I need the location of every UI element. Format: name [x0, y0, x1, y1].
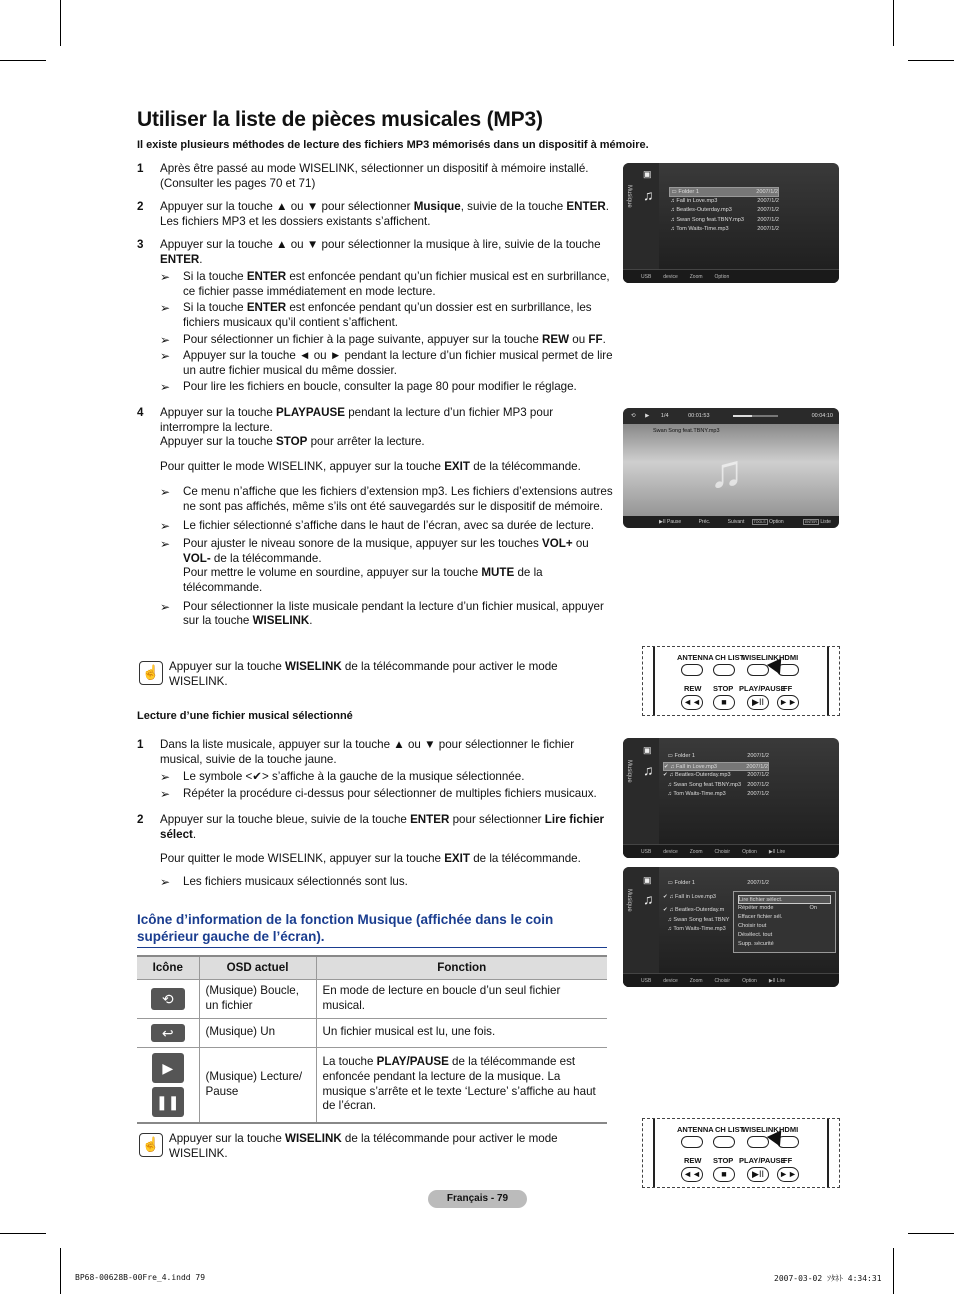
crop-mark — [908, 1233, 954, 1234]
note: ➢ Le fichier sélectionné s’affiche dans le haut de l’écran, avec sa durée de lecture. — [160, 518, 594, 533]
hand-icon: ☝ — [139, 1133, 163, 1157]
option-popup-menu — [733, 891, 836, 953]
list-item[interactable]: ♫ Swan Song feat.TBNY.mp3 2007/1/2 — [669, 216, 779, 223]
list-item[interactable]: ♫ Tom Waits-Time.mp3 2007/1/2 — [669, 226, 779, 232]
list-item[interactable]: ▭ Folder 1 2007/1/2 — [663, 753, 769, 759]
folder-icon: ▣ — [643, 745, 652, 755]
step-4: 4 Appuyer sur la touche PLAYPAUSE pendant la lecture d’un fichier MP3 pour interrompre la lecture. Appuyer sur la touche STOP pour arrêter la lecture. Pour quitter le mode WISELINK, appuyer sur la touche EXIT de la télécommande. ➢ Ce menu n’affiche que les fichiers d’extension mp3. Les fichiers d’extensions autres ne sont pas affichés, même s’ils ont été sauvegardés sur le dispositif de mémoire. ➢ Le fichier sélectionné s’affiche dans le haut de l’écran, avec sa durée de lecture. ➢ Pour ajuster le niveau sonore de la musique, appuyer sur les touches VOL+ ou VOL- de la télécommande. Pour mettre le volume en sourdine, appuyer sur la touche MUTE de la télécommande. ➢ Pour sélectionner la liste musicale pendant la lecture d’un fichier musical, appuyer sur la touche WISELINK. — [137, 406, 615, 629]
table-header: Icône — [137, 956, 199, 979]
menu-item[interactable]: Désélect. tout — [738, 932, 773, 938]
section-heading-icons: Icône d’information de la fonction Musique (affichée dans le coin supérieur gauche de l’écran). — [137, 911, 607, 948]
note: ➢ Pour sélectionner un fichier à la page suivante, appuyer sur la touche REW ou FF. — [160, 332, 606, 347]
list-item[interactable]: ♫ Tom Waits-Time.mp3 — [663, 926, 726, 932]
folder-icon: ▣ — [643, 875, 652, 885]
menu-item[interactable]: Choisir tout — [738, 923, 767, 929]
ff-button[interactable]: ►► — [777, 695, 799, 710]
repeat-one-icon: ⟲ — [151, 988, 185, 1010]
crop-mark — [60, 1248, 61, 1294]
crop-mark — [0, 60, 46, 61]
list-item[interactable]: ✔ ♫ Fall in Love.mp3 2007/1/2 — [664, 763, 768, 770]
music-note-icon: ♫ — [643, 891, 654, 907]
wiselink-note: Appuyer sur la touche WISELINK de la télécommande pour activer le mode WISELINK. — [169, 1132, 558, 1160]
screen-footer: USB device Zoom Choisir Option ▶II Lire — [623, 973, 839, 987]
note: ➢ Ce menu n’affiche que les fichiers d’extension mp3. Les fichiers d’extensions autres ne sont pas affichés, même s’ils ont été sauvegardés sur le dispositif de mémoire. — [160, 485, 613, 513]
rew-button[interactable]: ◄◄ — [681, 1167, 703, 1182]
note: ➢ Le symbole <✔> s’affiche à la gauche de la musique sélectionnée. — [160, 770, 525, 785]
crop-mark — [893, 0, 894, 46]
rew-button[interactable]: ◄◄ — [681, 695, 703, 710]
s2-step-1: 1 Dans la liste musicale, appuyer sur la touche ▲ ou ▼ pour sélectionner le fichier musical, suivie de la touche jaune. ➢ Le symbole <✔> s’affiche à la gauche de la musique sélectionnée. ➢ Répéter la procédure ci-dessus pour sélectionner de multiples fichiers musicaux. — [137, 738, 615, 801]
music-note-watermark-icon: ♫ — [709, 445, 744, 497]
music-note-icon: ♫ — [643, 762, 654, 778]
remote-control-illustration: ANTENNA CH LIST WISELINK HDMI REW STOP PLAY/PAUSE FF ◄◄ ■ ▶II ►► — [642, 646, 840, 716]
play-icon: ▶ — [152, 1053, 184, 1083]
step-2: 2 Appuyer sur la touche ▲ ou ▼ pour sélectionner Musique, suivie de la touche ENTER. Les fichiers MP3 et les dossiers existants s’affichent. — [137, 200, 609, 228]
list-item[interactable]: ♫ Fall in Love.mp3 2007/1/2 — [669, 197, 779, 204]
note: ➢ Pour lire les fichiers en boucle, consulter la page 80 pour modifier le réglage. — [160, 380, 577, 395]
crop-mark — [893, 1248, 894, 1294]
note: ➢ Pour sélectionner la liste musicale pendant la lecture d’un fichier musical, appuyer sur la touche WISELINK. — [160, 599, 604, 628]
note: ➢ Si la touche ENTER est enfoncée pendant qu’un fichier musical est en surbrillance, ce fichier passe immédiatement en mode lecture. — [160, 270, 610, 298]
tv-screen-music-select: Musique ▣ ♫ ▭ Folder 1 2007/1/2 ✔ ♫ Fall in Love.mp3 2007/1/2 ✔ ♫ Beatles-Outerday.mp3 2007/1/2 ♫ Swan Song feat.TBNY.mp3 2007/1/2 ♫ Tom Waits-Time.mp3 2007/1/2 USB device Zoom Choisir Option ▶II Lire — [623, 738, 839, 858]
section-heading: Lecture d’une fichier musical sélectionné — [137, 710, 353, 722]
stop-button[interactable]: ■ — [713, 695, 735, 710]
wiselink-note: Appuyer sur la touche WISELINK de la télécommande pour activer le mode WISELINK. — [169, 660, 558, 688]
list-item[interactable]: ♫ Beatles-Outerday.mp3 2007/1/2 — [669, 207, 779, 213]
step-1: 1 Après être passé au mode WISELINK, sélectionner un dispositif à mémoire installé. (Consulter les pages 70 et 71) — [137, 162, 589, 190]
function-table — [137, 955, 607, 1124]
list-item[interactable]: ♫ Tom Waits-Time.mp3 2007/1/2 — [663, 791, 769, 797]
list-item[interactable]: ✔ ♫ Beatles-Outerday.m — [663, 907, 725, 913]
note: ➢ Répéter la procédure ci-dessus pour sélectionner de multiples fichiers musicaux. — [160, 786, 597, 801]
menu-item[interactable]: Répéter mode On — [738, 905, 817, 911]
list-item[interactable]: ▭ Folder 1 2007/1/2 — [663, 880, 769, 886]
tv-screen-music-list: Musique ▣ ♫ ▭ Folder 1 2007/1/2 ♫ Fall in Love.mp3 2007/1/2 ♫ Beatles-Outerday.mp3 2007/1/2 ♫ Swan Song feat.TBNY.mp3 2007/1/2 ♫ Tom Waits-Time.mp3 2007/1/2 USB device Zoom Option — [623, 163, 839, 283]
file-footer: BP68-00628B-00Fre_4.indd 79 — [75, 1273, 206, 1282]
menu-item[interactable]: Lire fichier sélect. — [738, 895, 831, 904]
ff-button[interactable]: ►► — [777, 1167, 799, 1182]
play-pause-button[interactable]: ▶II — [747, 695, 769, 710]
screen-footer: USB device Zoom Choisir Option ▶II Lire — [623, 844, 839, 858]
note: ➢ Pour ajuster le niveau sonore de la musique, appuyer sur les touches VOL+ ou VOL- de la télécommande. Pour mettre le volume en sourdine, appuyer sur la touche MUTE de la télécommande. — [160, 537, 589, 594]
remote-control-illustration: ANTENNA CH LIST WISELINK HDMI REW STOP PLAY/PAUSE FF ◄◄ ■ ▶II ►► — [642, 1118, 840, 1188]
hand-icon: ☝ — [139, 661, 163, 685]
list-item[interactable]: ▭ Folder 1 2007/1/2 — [670, 189, 778, 195]
crop-mark — [908, 60, 954, 61]
list-item[interactable]: ✔ ♫ Fall in Love.mp3 — [663, 893, 717, 900]
date-footer: 2007-03-02 ｿﾀﾈﾄ 4:34:31 — [774, 1274, 882, 1283]
music-note-icon: ♫ — [643, 187, 654, 203]
step-3: 3 Appuyer sur la touche ▲ ou ▼ pour sélectionner la musique à lire, suivie de la touche ENTER. ➢ Si la touche ENTER est enfoncée pendant qu’un fichier musical est en surbrillance, ce fichier passe immédiatement en mode lecture. ➢ Si la touche ENTER est enfoncée pendant qu’un dossier est en surbrillance, les fichiers musicaux qu’il contient s’affichent. ➢ Pour sélectionner un fichier à la page suivante, appuyer sur la touche REW ou FF. ➢ Appuyer sur la touche ◄ ou ► pendant la lecture d’un fichier musical permet de lire un autre fichier musical du même dossier. ➢ Pour lire les fichiers en boucle, consulter la page 80 pour modifier le réglage. — [137, 238, 615, 395]
table-header: Fonction — [316, 956, 607, 979]
menu-item[interactable]: Effacer fichier sél. — [738, 914, 783, 920]
tv-screen-playback: ⟲ ▶ 1/4 00:01:53 00:04:10 Swan Song feat.TBNY.mp3 ♫ ▶II Pause Préc. Suivant TOOLS Option ENTER Liste — [623, 408, 839, 528]
folder-icon: ▣ — [643, 169, 652, 179]
progress-bar — [733, 415, 778, 417]
screen-footer: USB device Zoom Option — [623, 269, 839, 283]
s2-step-2: 2 Appuyer sur la touche bleue, suivie de la touche ENTER pour sélectionner Lire fichier sélect. Pour quitter le mode WISELINK, appuyer sur la touche EXIT de la télécommande. ➢ Les fichiers musicaux sélectionnés sont lus. — [137, 813, 615, 889]
pause-icon: ❚❚ — [152, 1087, 184, 1117]
playback-bar: ⟲ ▶ 1/4 00:01:53 00:04:10 — [623, 408, 839, 424]
note: ➢ Les fichiers musicaux sélectionnés sont lus. — [160, 874, 408, 889]
tv-screen-option-menu: Musique ▣ ♫ ▭ Folder 1 2007/1/2 ✔ ♫ Fall in Love.mp3 ✔ ♫ Beatles-Outerday.m ♫ Swan Song feat.TBNY ♫ Tom Waits-Time.mp3 Lire fichier sélect. Répéter mode On Effacer fichier sél. Choisir tout Désélect. tout Supp. sécurité USB device Zoom Choisir Option ▶II Lire — [623, 867, 839, 987]
repeat-icon: ⟲ — [631, 413, 636, 419]
stop-button[interactable]: ■ — [713, 1167, 735, 1182]
intro-text: Il existe plusieurs méthodes de lecture des fichiers MP3 mémorisés dans un dispositif à mémoire. — [137, 139, 649, 151]
menu-item[interactable]: Supp. sécurité — [738, 941, 774, 947]
play-pause-button[interactable]: ▶II — [747, 1167, 769, 1182]
note: ➢ Appuyer sur la touche ◄ ou ► pendant la lecture d’un fichier musical permet de lire un autre fichier musical du même dossier. — [160, 349, 613, 377]
table-row: ↩ (Musique) Un Un fichier musical est lu, une fois. — [137, 1018, 607, 1047]
crop-mark — [60, 0, 61, 46]
table-header: OSD actuel — [199, 956, 316, 979]
table-row: ⟲ (Musique) Boucle, un fichier En mode de lecture en boucle d’un seul fichier musical. — [137, 979, 607, 1018]
screen-footer: ▶II Pause Préc. Suivant TOOLS Option ENTER Liste — [623, 516, 839, 528]
list-item[interactable]: ♫ Swan Song feat.TBNY — [663, 916, 730, 923]
crop-mark — [0, 1233, 46, 1234]
page-title: Utiliser la liste de pièces musicales (MP3) — [137, 108, 543, 131]
note: ➢ Si la touche ENTER est enfoncée pendant qu’un dossier est en surbrillance, les fichiers musicaux qu’il contient s’affichent. — [160, 301, 592, 329]
page-number: Français - 79 — [428, 1190, 527, 1208]
play-once-icon: ↩ — [151, 1024, 185, 1042]
table-row: ▶ ❚❚ (Musique) Lecture/ Pause La touche PLAY/PAUSE de la télécommande est enfoncée pendant la lecture de la musique. La musique s’arrête et le texte ‘Lecture’ s’affiche au haut de l’écran. — [137, 1047, 607, 1123]
play-icon: ▶ — [645, 413, 650, 419]
list-item[interactable]: ✔ ♫ Beatles-Outerday.mp3 2007/1/2 — [663, 772, 769, 778]
list-item[interactable]: ♫ Swan Song feat.TBNY.mp3 2007/1/2 — [663, 781, 769, 788]
